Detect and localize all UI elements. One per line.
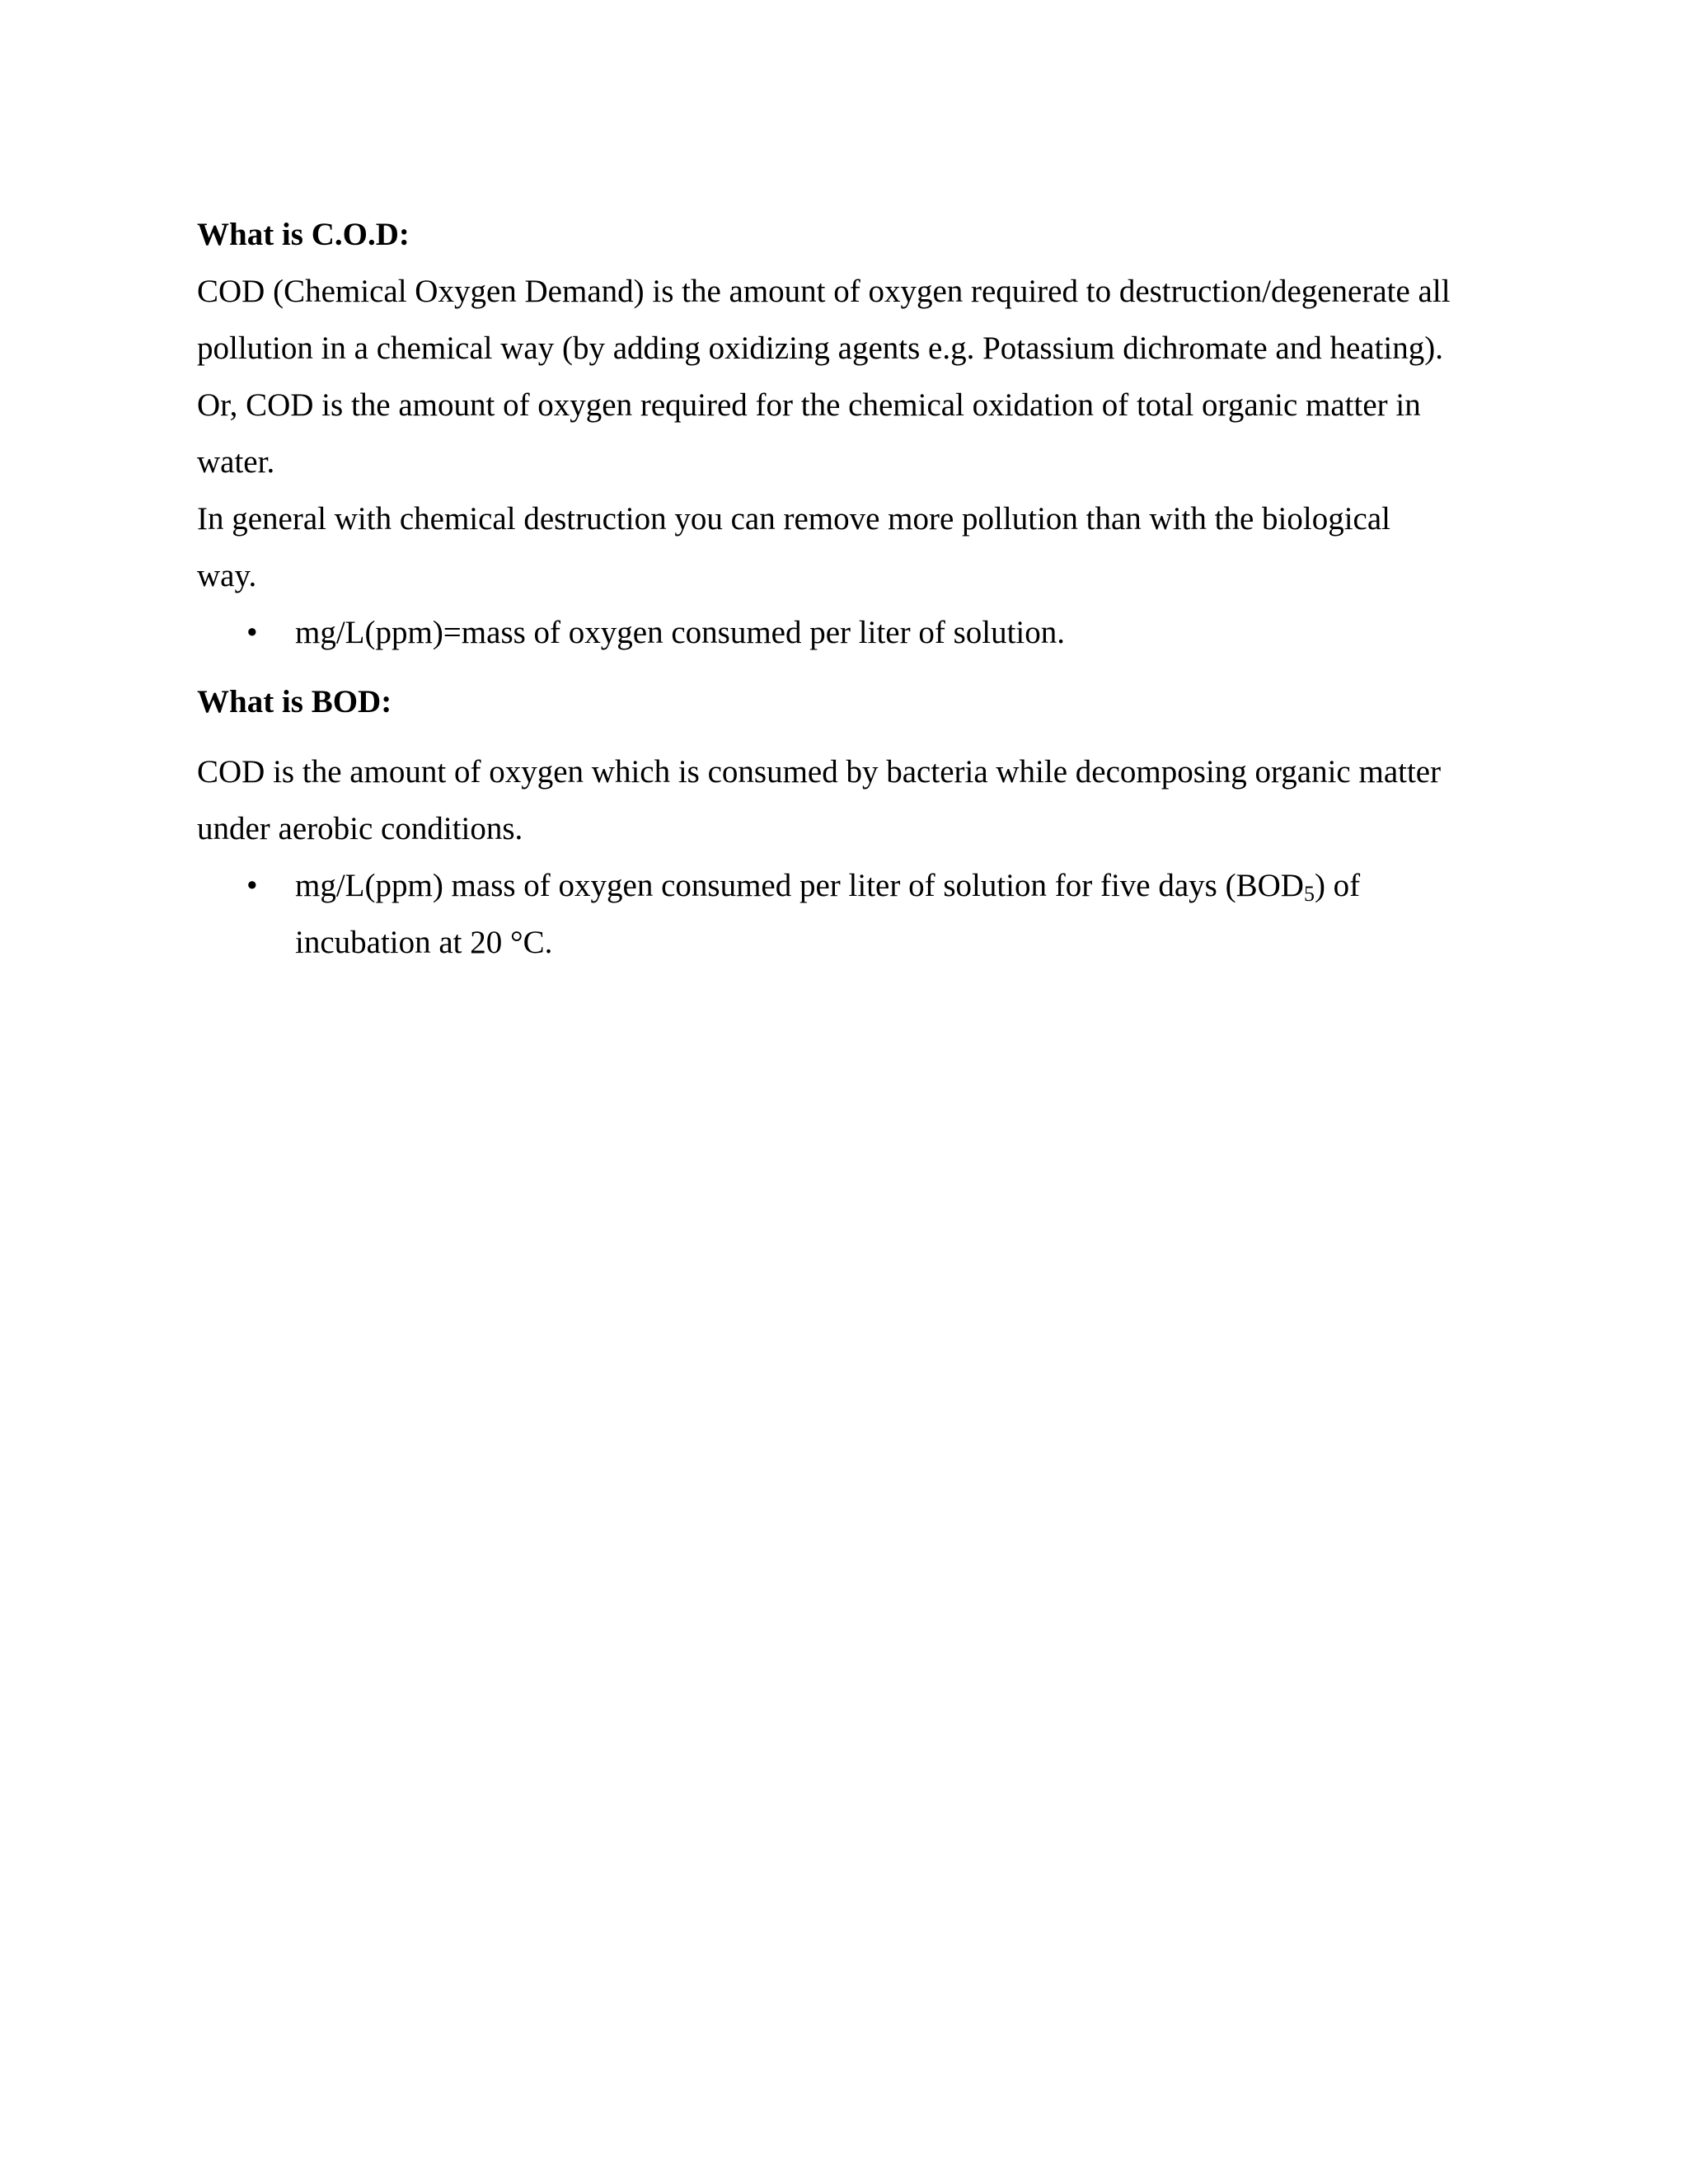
bod-bullet-text-part: mg/L(ppm) mass of oxygen consumed per liter of solution for five days (BOD xyxy=(295,868,1304,903)
cod-paragraph-line-3: Or, COD is the amount of oxygen required for the chemical oxidation of total organic matter in xyxy=(197,387,1421,423)
cod-paragraph-line-1: COD (Chemical Oxygen Demand) is the amount of oxygen required to destruction/degenerate all xyxy=(197,274,1451,309)
document-content xyxy=(197,206,1491,971)
cod-paragraph-line-6: way. xyxy=(197,558,257,593)
cod-paragraph-line-4: water. xyxy=(197,444,275,480)
list-item xyxy=(197,604,1491,661)
list-item xyxy=(197,857,1491,971)
bod-heading: What is BOD: xyxy=(197,684,392,719)
bullet-icon: • xyxy=(246,868,258,903)
bod-bullet-text-part: ) of xyxy=(1314,868,1361,903)
bod-bullet-list xyxy=(197,857,1491,971)
bod-subscript: 5 xyxy=(1303,882,1315,906)
cod-paragraph-line-2: pollution in a chemical way (by adding oxidizing agents e.g. Potassium dichromate and heating). xyxy=(197,330,1443,366)
cod-bullet-text: mg/L(ppm)=mass of oxygen consumed per liter of solution. xyxy=(295,615,1066,650)
spacer xyxy=(197,730,1491,743)
bod-paragraph-line-1: COD is the amount of oxygen which is consumed by bacteria while decomposing organic matter xyxy=(197,754,1442,790)
cod-heading: What is C.O.D: xyxy=(197,217,410,252)
cod-bullet-list xyxy=(197,604,1491,661)
cod-paragraph-line-5: In general with chemical destruction you can remove more pollution than with the biological xyxy=(197,501,1390,537)
spacer xyxy=(197,661,1491,673)
bod-bullet-text-line-1 xyxy=(295,868,1361,906)
bod-paragraph-line-2: under aerobic conditions. xyxy=(197,811,523,846)
bullet-icon: • xyxy=(246,615,258,650)
bod-bullet-text-line-2: incubation at 20 °C. xyxy=(295,925,553,960)
